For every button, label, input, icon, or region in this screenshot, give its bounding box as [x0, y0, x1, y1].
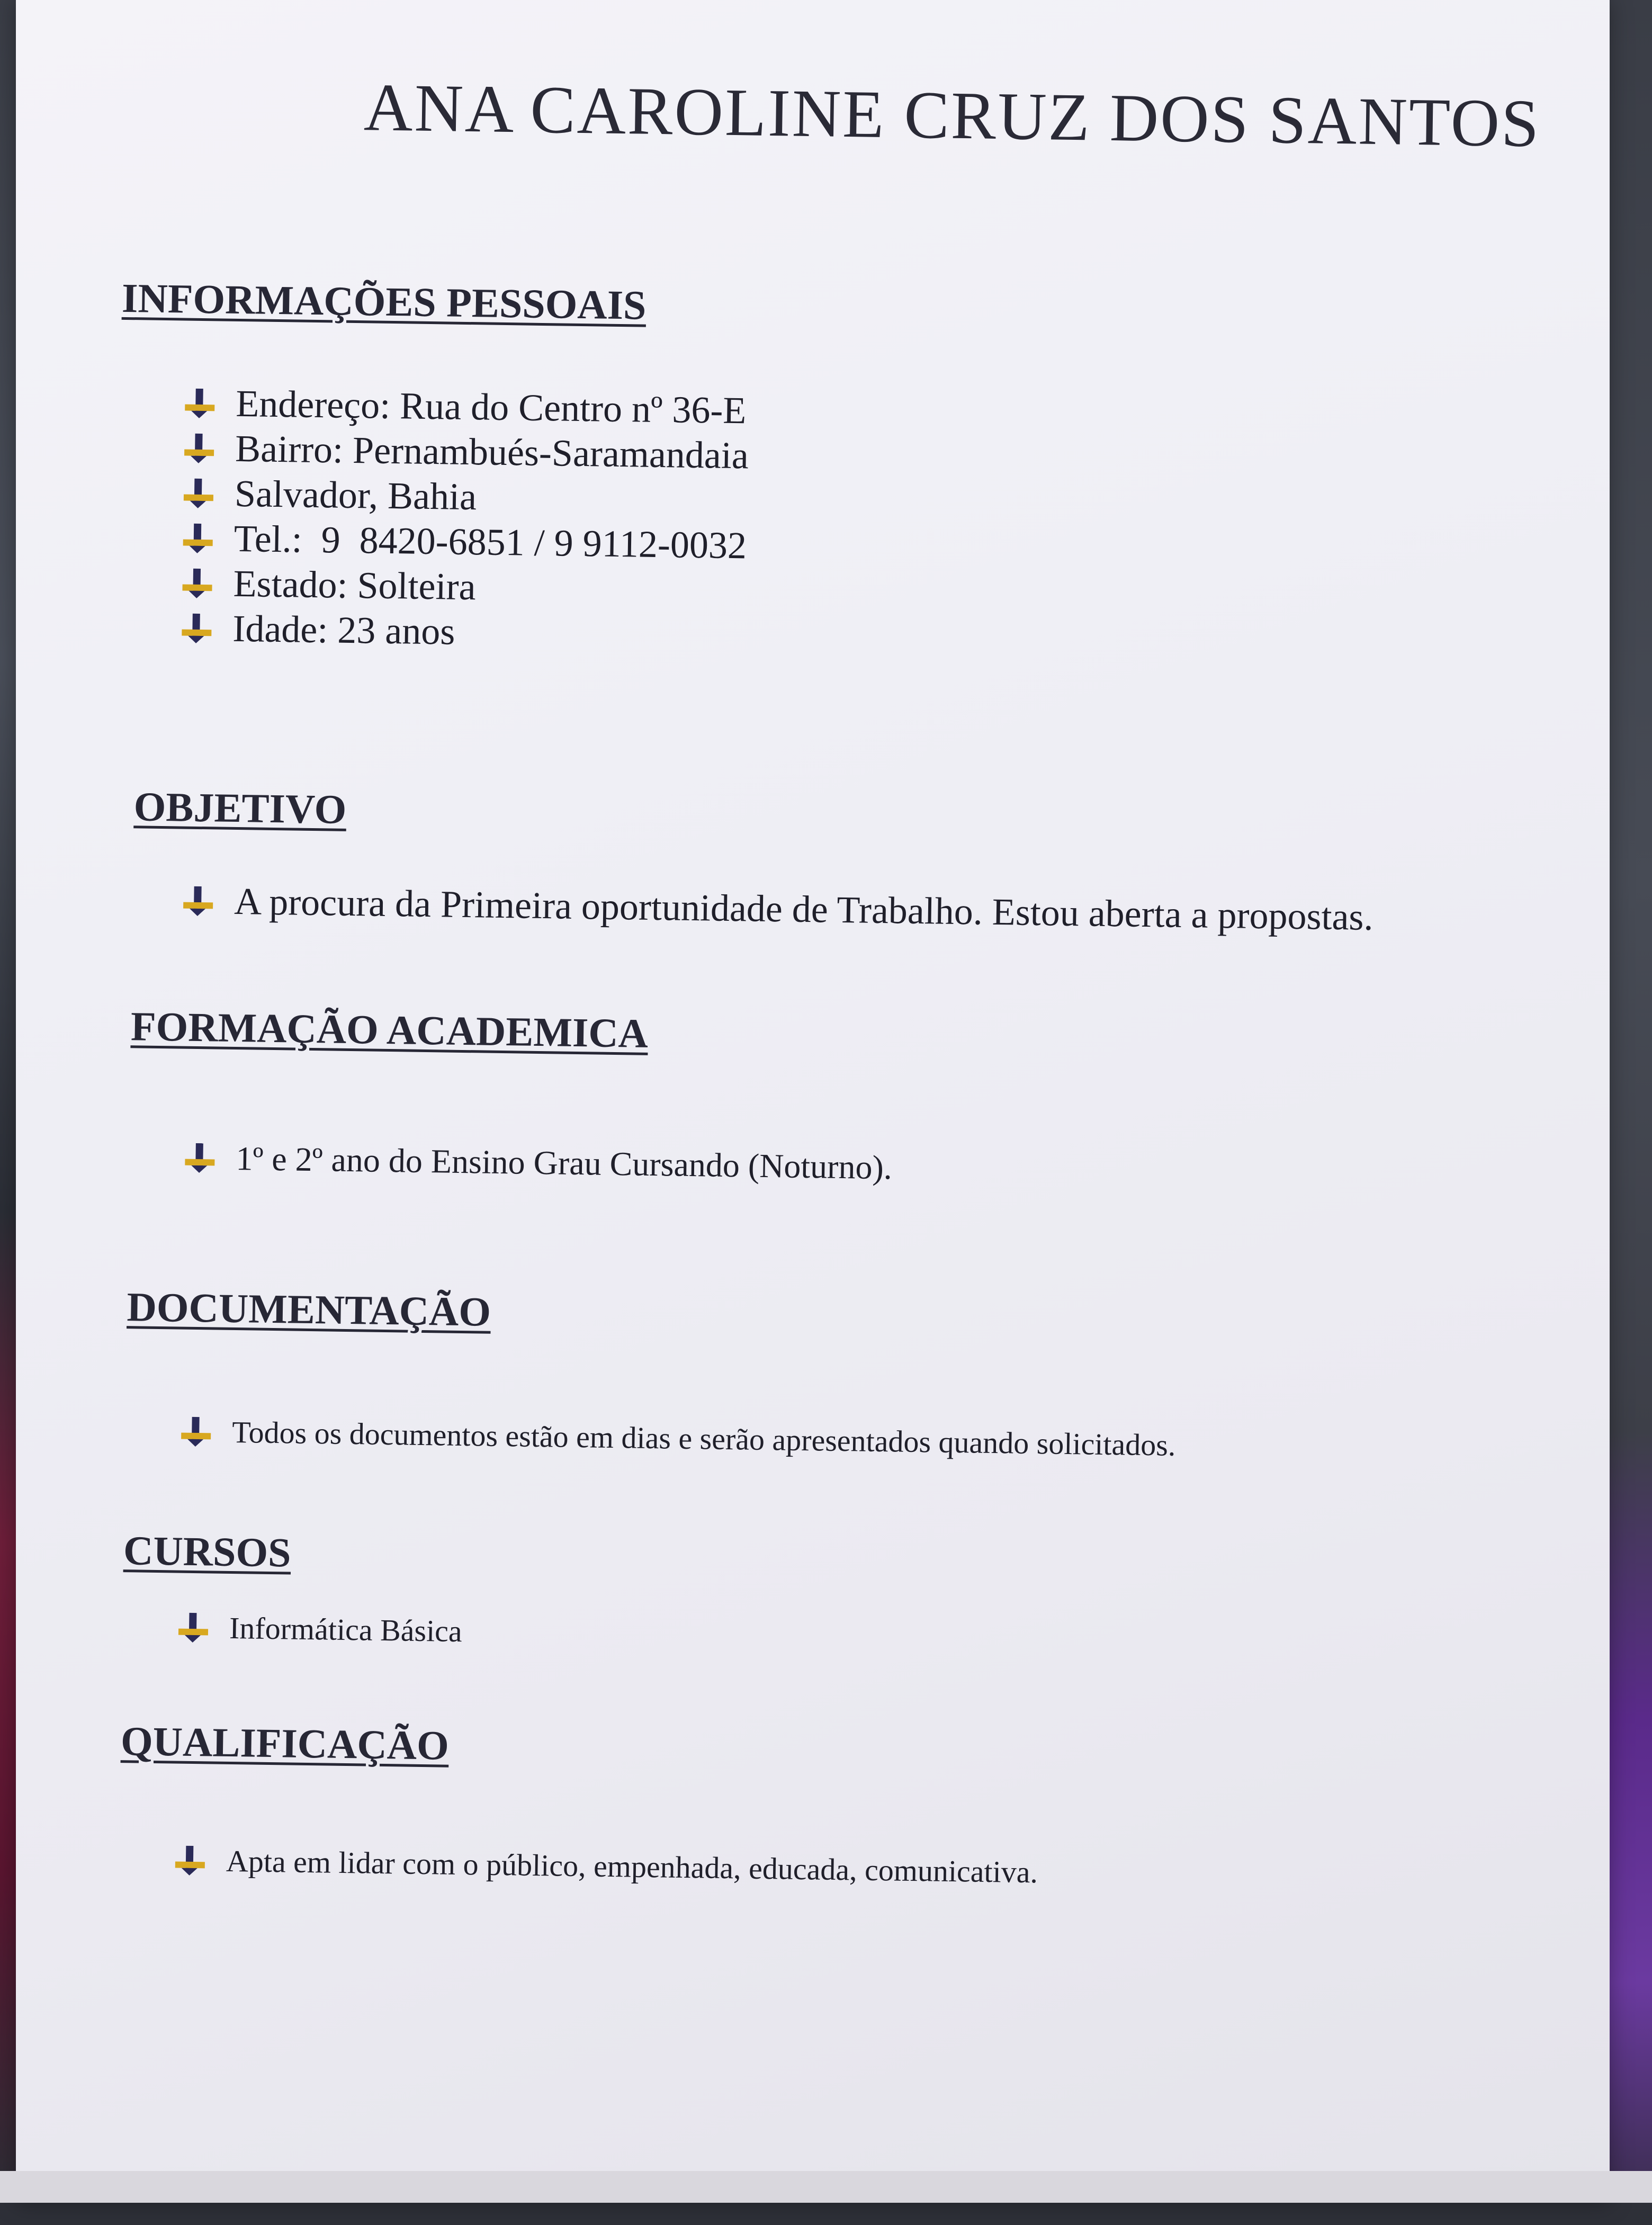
- list-item: [184, 426, 749, 478]
- list-item: [181, 1414, 1176, 1463]
- heading-courses: CURSOS: [123, 1527, 292, 1576]
- objective-text: A procura da Primeira oportunidade de Trabalho. Estou aberta a propostas.: [234, 880, 1374, 938]
- heading-objective: OBJETIVO: [133, 783, 347, 832]
- arrow-down-bullet-icon: [185, 388, 215, 418]
- heading-documentation: DOCUMENTAÇÃO: [126, 1284, 491, 1335]
- list-item: [183, 516, 747, 568]
- arrow-down-bullet-icon: [181, 1416, 211, 1447]
- arrow-down-bullet-icon: [182, 613, 212, 643]
- arrow-down-bullet-icon: [183, 886, 213, 916]
- courses-text: Informática Básica: [229, 1610, 463, 1649]
- documentation-text: Todos os documentos estão em dias e serão apresentados quando solicitados.: [231, 1414, 1176, 1463]
- heading-personal-info: INFORMAÇÕES PESSOAIS: [121, 274, 647, 328]
- list-item: [175, 1843, 1038, 1890]
- personal-neighborhood: Bairro: Pernambués-Saramandaia: [235, 427, 749, 477]
- photo-background-bottom: [0, 2171, 1652, 2203]
- list-item: [178, 1610, 463, 1649]
- arrow-down-bullet-icon: [184, 433, 214, 463]
- list-item: [182, 606, 455, 653]
- heading-qualification: QUALIFICAÇÃO: [120, 1718, 450, 1769]
- arrow-down-bullet-icon: [175, 1845, 205, 1876]
- education-text: 1º e 2º ano do Ensino Grau Cursando (Noturno).: [236, 1140, 893, 1187]
- qualification-text: Apta em lidar com o público, empenhada, educada, comunicativa.: [226, 1843, 1038, 1890]
- personal-address: Endereço: Rua do Centro nº 36-E: [235, 382, 747, 432]
- list-item: [182, 561, 476, 609]
- personal-age: Idade: 23 anos: [232, 607, 455, 653]
- resume-paper: [16, 0, 1610, 2203]
- personal-phone: Tel.: 9 8420-6851 / 9 9112-0032: [234, 517, 747, 567]
- list-item: [183, 471, 477, 519]
- list-item: [185, 1138, 892, 1188]
- list-item: [183, 879, 1373, 939]
- arrow-down-bullet-icon: [184, 478, 214, 508]
- resume-name: ANA CAROLINE CRUZ DOS SANTOS: [363, 69, 1541, 162]
- arrow-down-bullet-icon: [185, 1143, 215, 1173]
- list-item: [185, 381, 747, 433]
- arrow-down-bullet-icon: [183, 523, 213, 553]
- personal-city: Salvador, Bahia: [234, 472, 477, 518]
- arrow-down-bullet-icon: [182, 568, 212, 598]
- heading-education: FORMAÇÃO ACADEMICA: [130, 1003, 649, 1056]
- personal-marital-status: Estado: Solteira: [233, 562, 477, 608]
- arrow-down-bullet-icon: [178, 1612, 209, 1643]
